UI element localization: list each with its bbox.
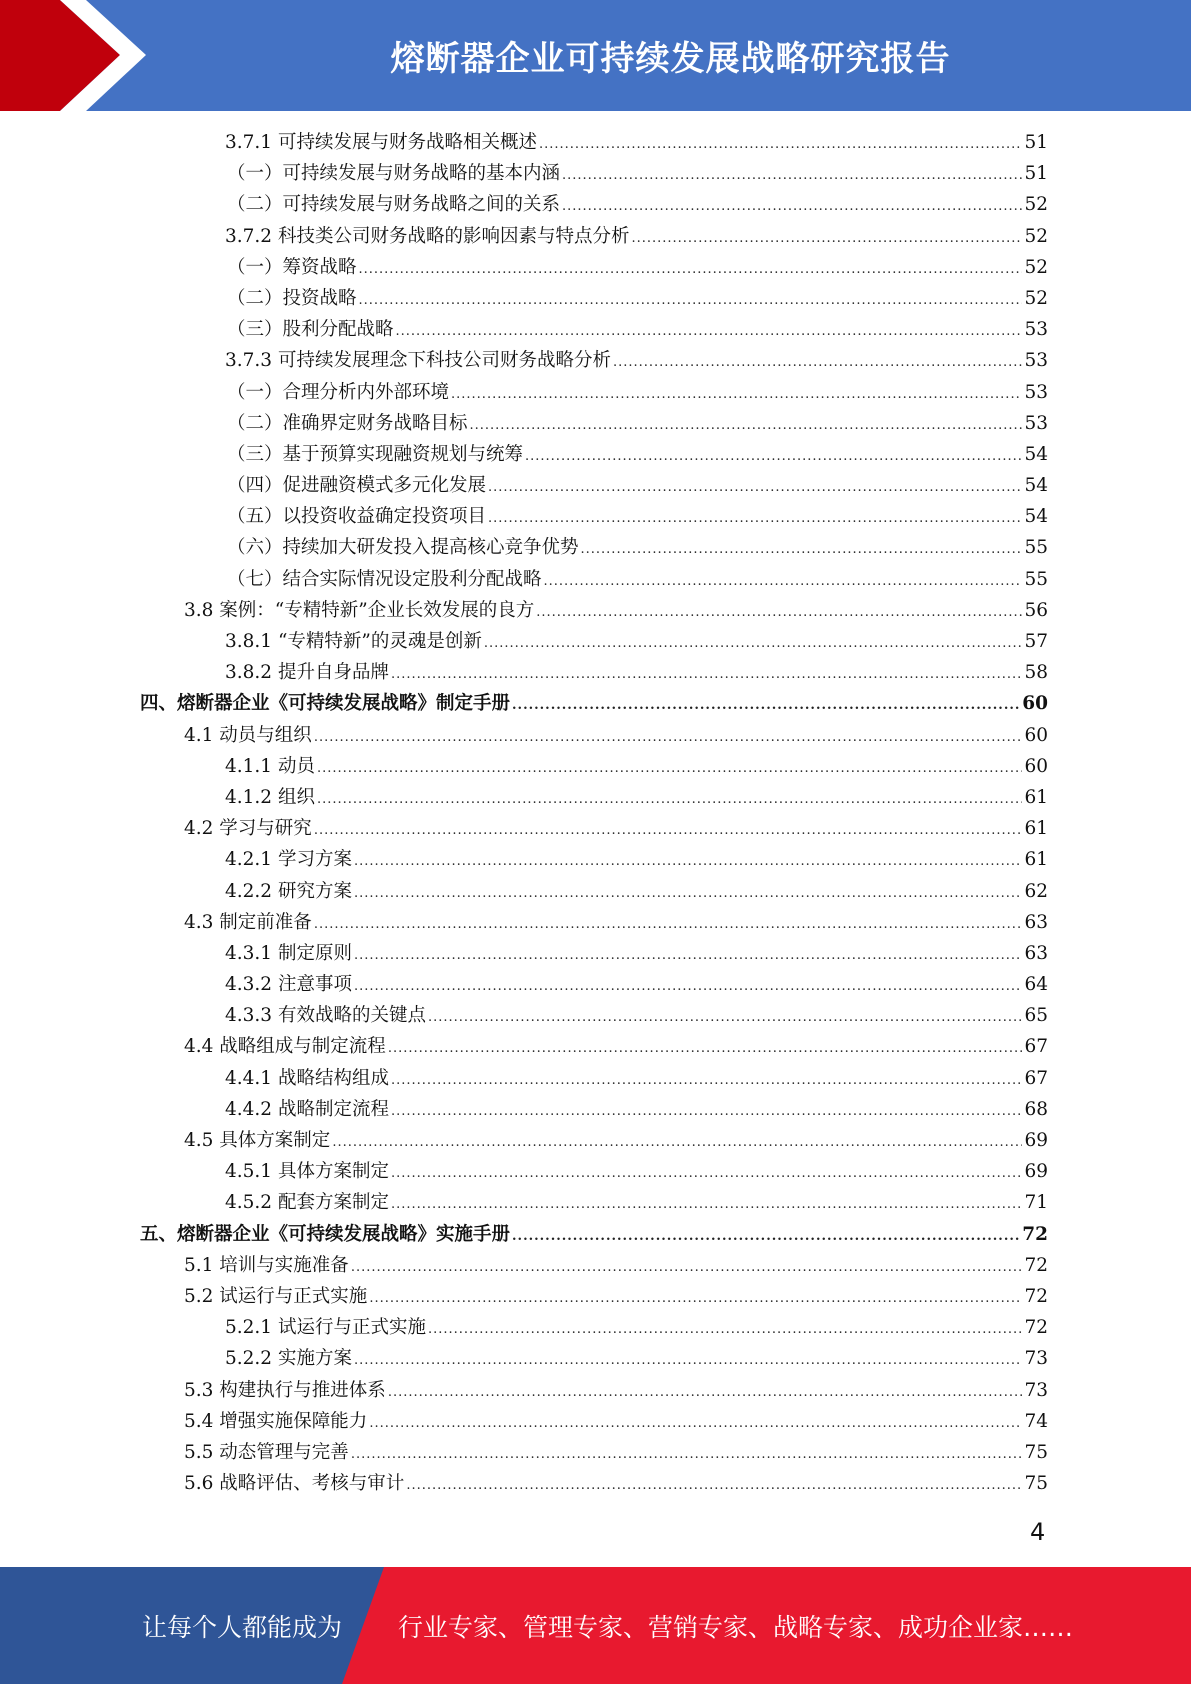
- toc-entry-label: 5.2.1 试运行与正式实施: [225, 1317, 426, 1339]
- toc-entry-label: 3.8.1 “专精特新”的灵魂是创新: [225, 631, 482, 652]
- toc-dot-leader: [354, 940, 1023, 971]
- toc-entry[interactable]: [140, 1281, 1048, 1312]
- toc-entry[interactable]: [140, 501, 1048, 532]
- toc-entry-label: （二）可持续发展与财务战略之间的关系: [227, 194, 561, 216]
- toc-entry-label: 4.3.2 注意事项: [225, 974, 352, 996]
- toc-entry-label: 3.8.2 提升自身品牌: [225, 662, 389, 684]
- toc-entry-page: 61: [1024, 849, 1048, 871]
- toc-entry-page: 72: [1022, 1223, 1048, 1245]
- toc-entry[interactable]: [140, 221, 1048, 252]
- toc-entry-page: 57: [1024, 631, 1048, 652]
- toc-entry-label: 3.7.1 可持续发展与财务战略相关概述: [225, 132, 537, 153]
- toc-dot-leader: [581, 534, 1023, 565]
- toc-dot-leader: [391, 659, 1022, 690]
- toc-entry-label: 4.4.1 战略结构组成: [225, 1067, 389, 1089]
- toc-dot-leader: [354, 846, 1023, 877]
- toc-entry-page: 68: [1024, 1098, 1048, 1120]
- toc-entry[interactable]: [140, 532, 1048, 563]
- toc-entry-page: 53: [1024, 319, 1048, 341]
- toc-dot-leader: [451, 379, 1022, 410]
- toc-entry[interactable]: [140, 688, 1048, 719]
- toc-entry-page: 53: [1024, 412, 1048, 434]
- toc-entry-page: 61: [1024, 786, 1048, 808]
- toc-entry-page: 63: [1024, 942, 1048, 964]
- toc-dot-leader: [369, 1283, 1022, 1314]
- toc-entry-page: 52: [1024, 256, 1048, 278]
- toc-entry-label: （七）结合实际情况设定股利分配战略: [227, 568, 542, 590]
- toc-entry-page: 54: [1024, 443, 1048, 465]
- toc-dot-leader: [388, 1377, 1023, 1408]
- toc-entry[interactable]: [140, 1125, 1048, 1156]
- toc-entry-page: 72: [1024, 1285, 1048, 1307]
- toc-dot-leader: [525, 441, 1022, 472]
- toc-dot-leader: [351, 1439, 1023, 1470]
- toc-dot-leader: [369, 1408, 1022, 1439]
- footer-slogan-left: 让每个人都能成为: [142, 1612, 343, 1642]
- toc-dot-leader: [314, 722, 1023, 753]
- toc-dot-leader: [317, 784, 1023, 815]
- toc-entry[interactable]: [140, 1375, 1048, 1406]
- toc-entry-label: 4.2 学习与研究: [184, 818, 312, 840]
- toc-entry-page: 67: [1024, 1067, 1048, 1089]
- toc-entry[interactable]: [140, 1250, 1048, 1281]
- toc-dot-leader: [539, 129, 1022, 160]
- toc-dot-leader: [317, 753, 1023, 784]
- toc-dot-leader: [562, 191, 1022, 222]
- toc-dot-leader: [488, 503, 1022, 534]
- toc-entry[interactable]: [140, 127, 1048, 158]
- toc-entry[interactable]: [140, 782, 1048, 813]
- toc-dot-leader: [359, 285, 1023, 316]
- toc-entry-label: 3.7.2 科技类公司财务战略的影响因素与特点分析: [225, 225, 630, 247]
- toc-entry-page: 71: [1024, 1192, 1048, 1214]
- toc-entry-label: 4.4.2 战略制定流程: [225, 1098, 389, 1120]
- toc-entry-page: 56: [1024, 599, 1048, 621]
- toc-entry[interactable]: [140, 938, 1048, 969]
- toc-entry-page: 75: [1024, 1441, 1048, 1463]
- toc-dot-leader: [391, 1158, 1022, 1189]
- toc-entry-page: 63: [1024, 911, 1048, 933]
- toc-entry-label: 四、熔断器企业《可持续发展战略》制定手册: [140, 693, 511, 715]
- toc-dot-leader: [536, 597, 1022, 628]
- toc-entry-page: 73: [1024, 1348, 1048, 1370]
- toc-entry-label: 4.5.2 配套方案制定: [225, 1192, 389, 1214]
- toc-entry-page: 60: [1024, 724, 1048, 746]
- toc-entry[interactable]: [140, 1219, 1048, 1250]
- toc-entry[interactable]: [140, 876, 1048, 907]
- toc-entry-label: 4.1 动员与组织: [184, 724, 312, 746]
- toc-entry[interactable]: [140, 283, 1048, 314]
- toc-entry[interactable]: [140, 189, 1048, 220]
- toc-entry[interactable]: [140, 751, 1048, 782]
- footer-slogan-right: 行业专家、管理专家、营销专家、战略专家、成功企业家……: [398, 1612, 1074, 1642]
- toc-entry-page: 55: [1024, 568, 1048, 590]
- toc-entry-label: 3.7.3 可持续发展理念下科技公司财务战略分析: [225, 350, 611, 372]
- toc-entry-page: 52: [1024, 194, 1048, 216]
- toc-entry[interactable]: [140, 408, 1048, 439]
- toc-entry[interactable]: [140, 439, 1048, 470]
- toc-entry[interactable]: [140, 252, 1048, 283]
- toc-entry[interactable]: [140, 1000, 1048, 1031]
- toc-dot-leader: [314, 909, 1023, 940]
- table-of-contents: [140, 127, 1048, 1499]
- toc-entry[interactable]: [140, 345, 1048, 376]
- toc-entry-page: 54: [1024, 506, 1048, 528]
- toc-dot-leader: [354, 1345, 1023, 1376]
- toc-entry-page: 61: [1024, 818, 1048, 840]
- toc-dot-leader: [359, 254, 1023, 285]
- toc-entry-label: 4.1.1 动员: [225, 755, 315, 777]
- toc-dot-leader: [488, 472, 1022, 503]
- toc-entry-label: 5.2.2 实施方案: [225, 1348, 352, 1370]
- toc-dot-leader: [391, 1065, 1022, 1096]
- toc-entry-label: 5.3 构建执行与推进体系: [184, 1379, 386, 1401]
- toc-entry-label: 4.3.3 有效战略的关键点: [225, 1005, 426, 1027]
- toc-entry[interactable]: [140, 907, 1048, 938]
- toc-entry[interactable]: [140, 377, 1048, 408]
- toc-entry-page: 60: [1024, 755, 1048, 777]
- toc-dot-leader: [428, 1002, 1022, 1033]
- toc-entry-label: （四）促进融资模式多元化发展: [227, 475, 487, 497]
- toc-entry[interactable]: [140, 470, 1048, 501]
- toc-entry[interactable]: [140, 1437, 1048, 1468]
- toc-entry-label: （三）股利分配战略: [227, 319, 394, 341]
- toc-entry-label: 5.5 动态管理与完善: [184, 1441, 349, 1463]
- page-number: 4: [1030, 1518, 1046, 1546]
- toc-dot-leader: [396, 316, 1023, 347]
- toc-entry-label: 5.1 培训与实施准备: [184, 1254, 349, 1276]
- toc-entry-page: 51: [1024, 132, 1048, 153]
- toc-entry[interactable]: [140, 1187, 1048, 1218]
- toc-entry-label: （五）以投资收益确定投资项目: [227, 506, 487, 528]
- chevron-arrow-icon: [0, 0, 160, 111]
- toc-entry-page: 53: [1024, 381, 1048, 403]
- toc-entry-label: 5.6 战略评估、考核与审计: [184, 1473, 405, 1495]
- header-banner: [0, 0, 1191, 111]
- toc-dot-leader: [391, 1189, 1022, 1220]
- toc-dot-leader: [484, 628, 1023, 659]
- toc-entry-page: 72: [1024, 1254, 1048, 1276]
- toc-entry-page: 62: [1024, 880, 1048, 902]
- toc-entry-label: （六）持续加大研发投入提高核心竞争优势: [227, 537, 579, 559]
- toc-entry-page: 53: [1024, 350, 1048, 372]
- toc-entry[interactable]: [140, 314, 1048, 345]
- toc-dot-leader: [406, 1470, 1022, 1501]
- toc-entry-page: 67: [1024, 1036, 1048, 1058]
- toc-entry[interactable]: [140, 1063, 1048, 1094]
- toc-entry[interactable]: [140, 844, 1048, 875]
- toc-entry-label: 4.2.1 学习方案: [225, 849, 352, 871]
- toc-entry-label: （一）筹资战略: [227, 256, 357, 278]
- toc-entry-page: 74: [1024, 1410, 1048, 1432]
- toc-entry-page: 60: [1022, 693, 1048, 715]
- report-title: 熔断器企业可持续发展战略研究报告: [390, 39, 951, 79]
- toc-entry-page: 51: [1024, 163, 1048, 185]
- toc-entry[interactable]: [140, 657, 1048, 688]
- toc-entry-page: 72: [1024, 1317, 1048, 1339]
- toc-entry[interactable]: [140, 626, 1048, 657]
- toc-dot-leader: [613, 347, 1022, 378]
- toc-dot-leader: [332, 1127, 1022, 1158]
- toc-entry[interactable]: [140, 595, 1048, 626]
- toc-entry-label: 4.3 制定前准备: [184, 911, 312, 933]
- toc-entry-page: 55: [1024, 537, 1048, 559]
- toc-entry-label: 4.5.1 具体方案制定: [225, 1161, 389, 1183]
- toc-entry-page: 69: [1024, 1130, 1048, 1151]
- toc-entry-page: 73: [1024, 1379, 1048, 1401]
- toc-entry-label: 五、熔断器企业《可持续发展战略》实施手册: [140, 1223, 511, 1245]
- toc-entry[interactable]: [140, 1312, 1048, 1343]
- toc-entry[interactable]: [140, 1094, 1048, 1125]
- toc-entry-label: 4.4 战略组成与制定流程: [184, 1036, 386, 1058]
- toc-entry-label: 4.5 具体方案制定: [184, 1130, 331, 1151]
- toc-entry[interactable]: [140, 1468, 1048, 1499]
- toc-entry-label: 4.1.2 组织: [225, 786, 315, 808]
- toc-dot-leader: [314, 815, 1023, 846]
- toc-entry-label: （三）基于预算实现融资规划与统筹: [227, 443, 524, 465]
- toc-entry-label: 4.2.2 研究方案: [225, 880, 352, 902]
- toc-entry-page: 52: [1024, 287, 1048, 309]
- toc-dot-leader: [631, 223, 1022, 254]
- toc-dot-leader: [388, 1033, 1023, 1064]
- toc-entry[interactable]: [140, 969, 1048, 1000]
- toc-entry[interactable]: [140, 1343, 1048, 1374]
- toc-dot-leader: [512, 1221, 1020, 1252]
- toc-dot-leader: [470, 410, 1023, 441]
- toc-entry-page: 75: [1024, 1473, 1048, 1495]
- toc-entry-page: 54: [1024, 475, 1048, 497]
- toc-dot-leader: [544, 566, 1023, 597]
- toc-entry-page: 65: [1024, 1005, 1048, 1027]
- toc-dot-leader: [391, 1096, 1022, 1127]
- toc-entry-label: （二）准确界定财务战略目标: [227, 412, 468, 434]
- toc-entry[interactable]: [140, 564, 1048, 595]
- toc-entry-label: 4.3.1 制定原则: [225, 942, 352, 964]
- toc-entry-label: 5.2 试运行与正式实施: [184, 1285, 368, 1307]
- toc-entry-page: 58: [1024, 662, 1048, 684]
- toc-entry[interactable]: [140, 1156, 1048, 1187]
- toc-dot-leader: [428, 1314, 1022, 1345]
- toc-entry[interactable]: [140, 813, 1048, 844]
- toc-entry[interactable]: [140, 158, 1048, 189]
- toc-entry-label: 3.8 案例：“专精特新”企业长效发展的良方: [184, 599, 535, 621]
- toc-entry-page: 64: [1024, 974, 1048, 996]
- toc-entry[interactable]: [140, 1031, 1048, 1062]
- toc-entry-label: （一）合理分析内外部环境: [227, 381, 450, 403]
- toc-entry[interactable]: [140, 720, 1048, 751]
- toc-entry-label: （二）投资战略: [227, 287, 357, 309]
- toc-entry[interactable]: [140, 1406, 1048, 1437]
- footer-banner: [0, 1567, 1191, 1684]
- toc-dot-leader: [512, 690, 1020, 721]
- toc-entry-label: （一）可持续发展与财务战略的基本内涵: [227, 163, 561, 185]
- toc-entry-page: 52: [1024, 225, 1048, 247]
- toc-dot-leader: [354, 971, 1023, 1002]
- toc-entry-page: 69: [1024, 1161, 1048, 1183]
- toc-dot-leader: [351, 1252, 1023, 1283]
- toc-entry-label: 5.4 增强实施保障能力: [184, 1410, 368, 1432]
- toc-dot-leader: [354, 878, 1023, 909]
- toc-dot-leader: [562, 160, 1022, 191]
